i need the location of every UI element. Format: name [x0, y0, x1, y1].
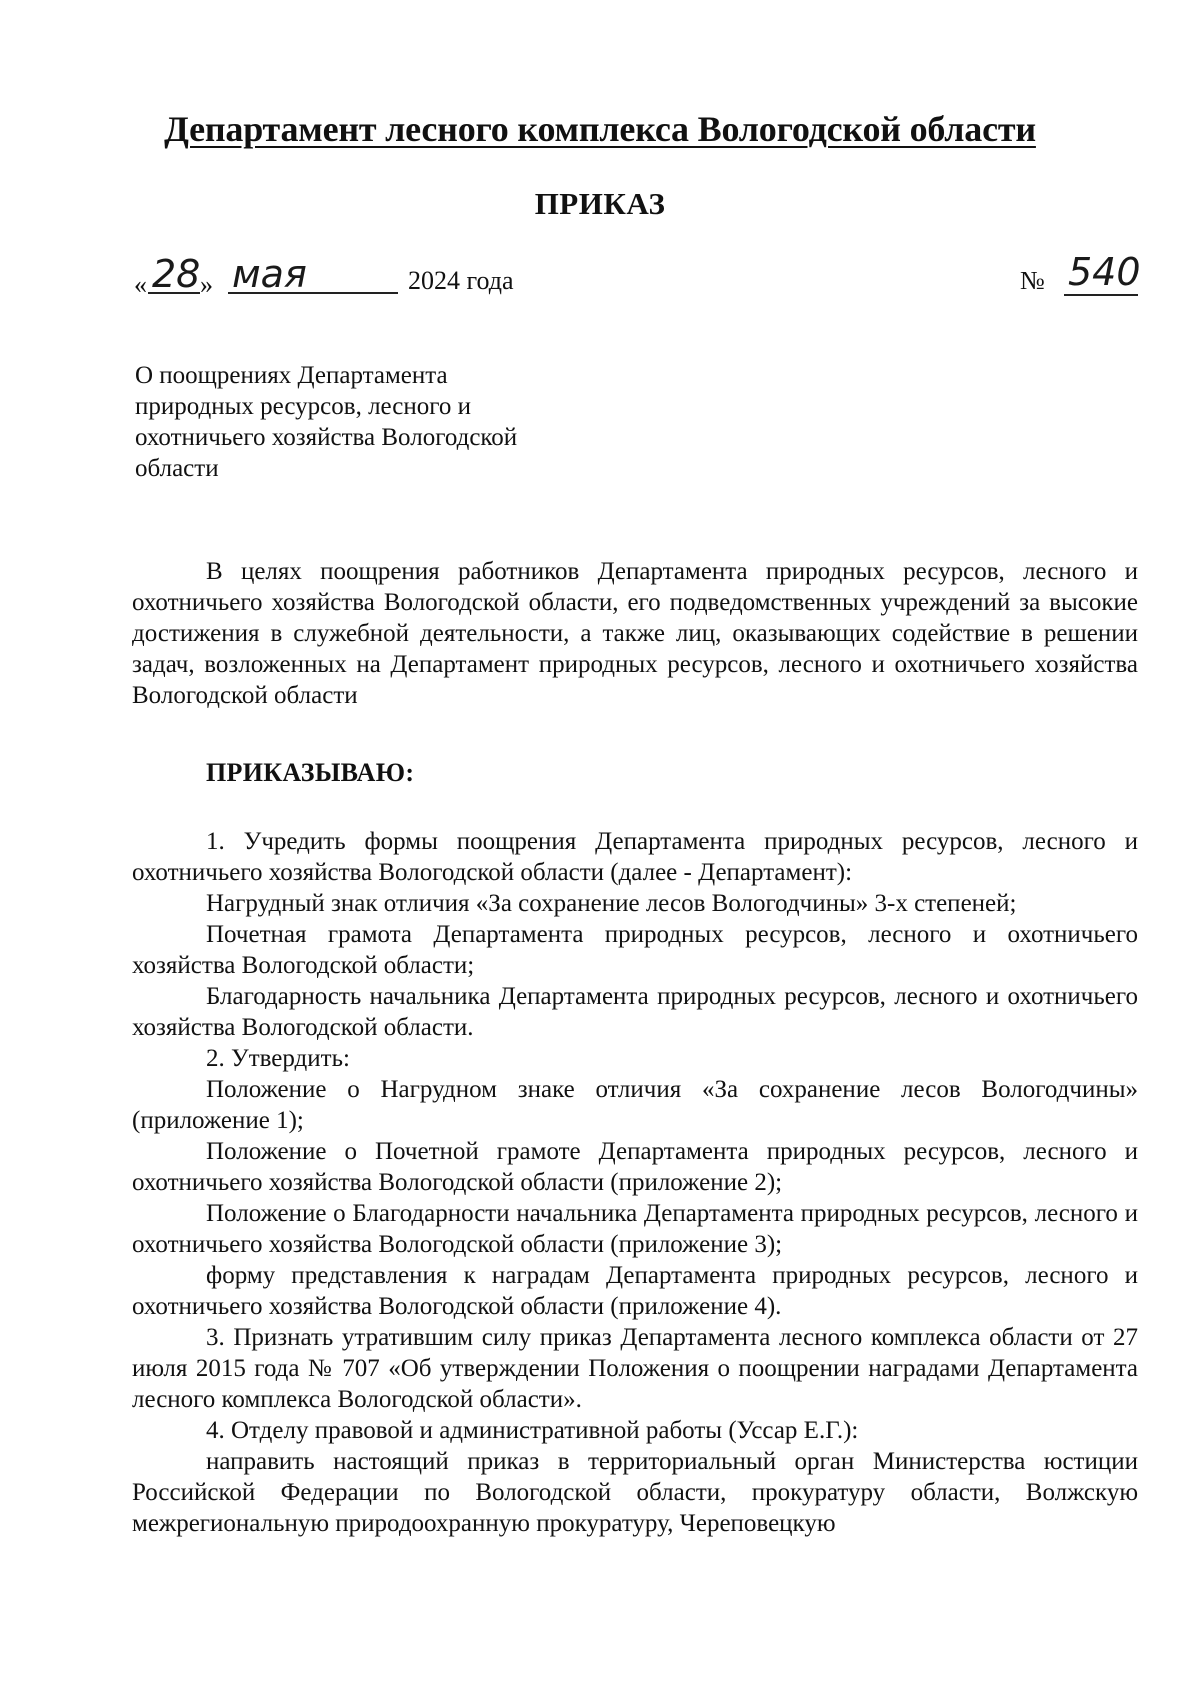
- order-item: 4. Отделу правовой и административной работы (Уссар Е.Г.):: [206, 1417, 859, 1444]
- date-year: 2024 года: [408, 266, 514, 295]
- order-item: Почетная грамота Департамента природных ресурсов, лесного и охотничьего хозяйства Вологодской области;: [132, 921, 1138, 979]
- date-open-quote: «: [134, 270, 147, 299]
- order-items: [132, 826, 1138, 1539]
- order-item: Положение о Благодарности начальника Департамента природных ресурсов, лесного и охотничьего хозяйства Вологодской области (приложение 3);: [132, 1200, 1138, 1258]
- date-close-quote: »: [200, 270, 213, 299]
- document-type: ПРИКАЗ: [534, 186, 666, 221]
- order-item: Положение о Нагрудном знаке отличия «За сохранение лесов Вологодчины» (приложение 1);: [132, 1076, 1138, 1134]
- order-date: [132, 252, 532, 302]
- order-item: Благодарность начальника Департамента природных ресурсов, лесного и охотничьего хозяйства Вологодской области.: [132, 983, 1138, 1041]
- order-subject: [135, 360, 605, 484]
- order-directive: ПРИКАЗЫВАЮ:: [206, 758, 415, 787]
- subject-line: области: [135, 455, 219, 482]
- order-item: 3. Признать утратившим силу приказ Департамента лесного комплекса области от 27 июля 2015 года № 707 «Об утверждении Положения о поощрении наградами Департамента лесного комплекса Вологодской области».: [132, 1324, 1138, 1413]
- day-underline: [148, 292, 200, 294]
- order-item: направить настоящий приказ в территориальный орган Министерства юстиции Российской Федерации по Вологодской области, прокуратуру области, Волжскую межрегиональную природоохранную прокуратуру, Череповецкую: [132, 1448, 1138, 1537]
- subject-line: природных ресурсов, лесного и: [135, 393, 471, 420]
- number-underline: [1064, 294, 1138, 296]
- subject-line: О поощрениях Департамента: [135, 362, 448, 389]
- order-item: 2. Утвердить:: [206, 1045, 350, 1072]
- order-item: 1. Учредить формы поощрения Департамента природных ресурсов, лесного и охотничьего хозяйства Вологодской области (далее - Департамент):: [132, 828, 1138, 886]
- preamble: [132, 556, 1138, 711]
- month-underline: [228, 292, 398, 294]
- preamble-text: В целях поощрения работников Департамента природных ресурсов, лесного и охотничьего хозяйства Вологодской области, его подведомственных учреждений за высокие достижения в служебной деятельности, а также лиц, оказывающих содействие в решении задач, возложенных на Департамент природных ресурсов, лесного и охотничьего хозяйства Вологодской области: [132, 558, 1138, 709]
- order-item: форму представления к наградам Департамента природных ресурсов, лесного и охотничьего хозяйства Вологодской области (приложение 4).: [132, 1262, 1138, 1320]
- order-item: Положение о Почетной грамоте Департамента природных ресурсов, лесного и охотничьего хозяйства Вологодской области (приложение 2);: [132, 1138, 1138, 1196]
- subject-line: охотничьего хозяйства Вологодской: [135, 424, 518, 451]
- organization-header: [0, 108, 1200, 150]
- organization-name: Департамент лесного комплекса Вологодской области: [164, 109, 1036, 149]
- order-number: [1020, 252, 1140, 302]
- number-sign: №: [1020, 266, 1045, 295]
- date-month-handwritten: мая: [232, 252, 307, 296]
- order-item: Нагрудный знак отличия «За сохранение лесов Вологодчины» 3-х степеней;: [206, 890, 1017, 917]
- number-handwritten: 540: [1068, 250, 1141, 294]
- date-day-handwritten: 28: [152, 252, 201, 296]
